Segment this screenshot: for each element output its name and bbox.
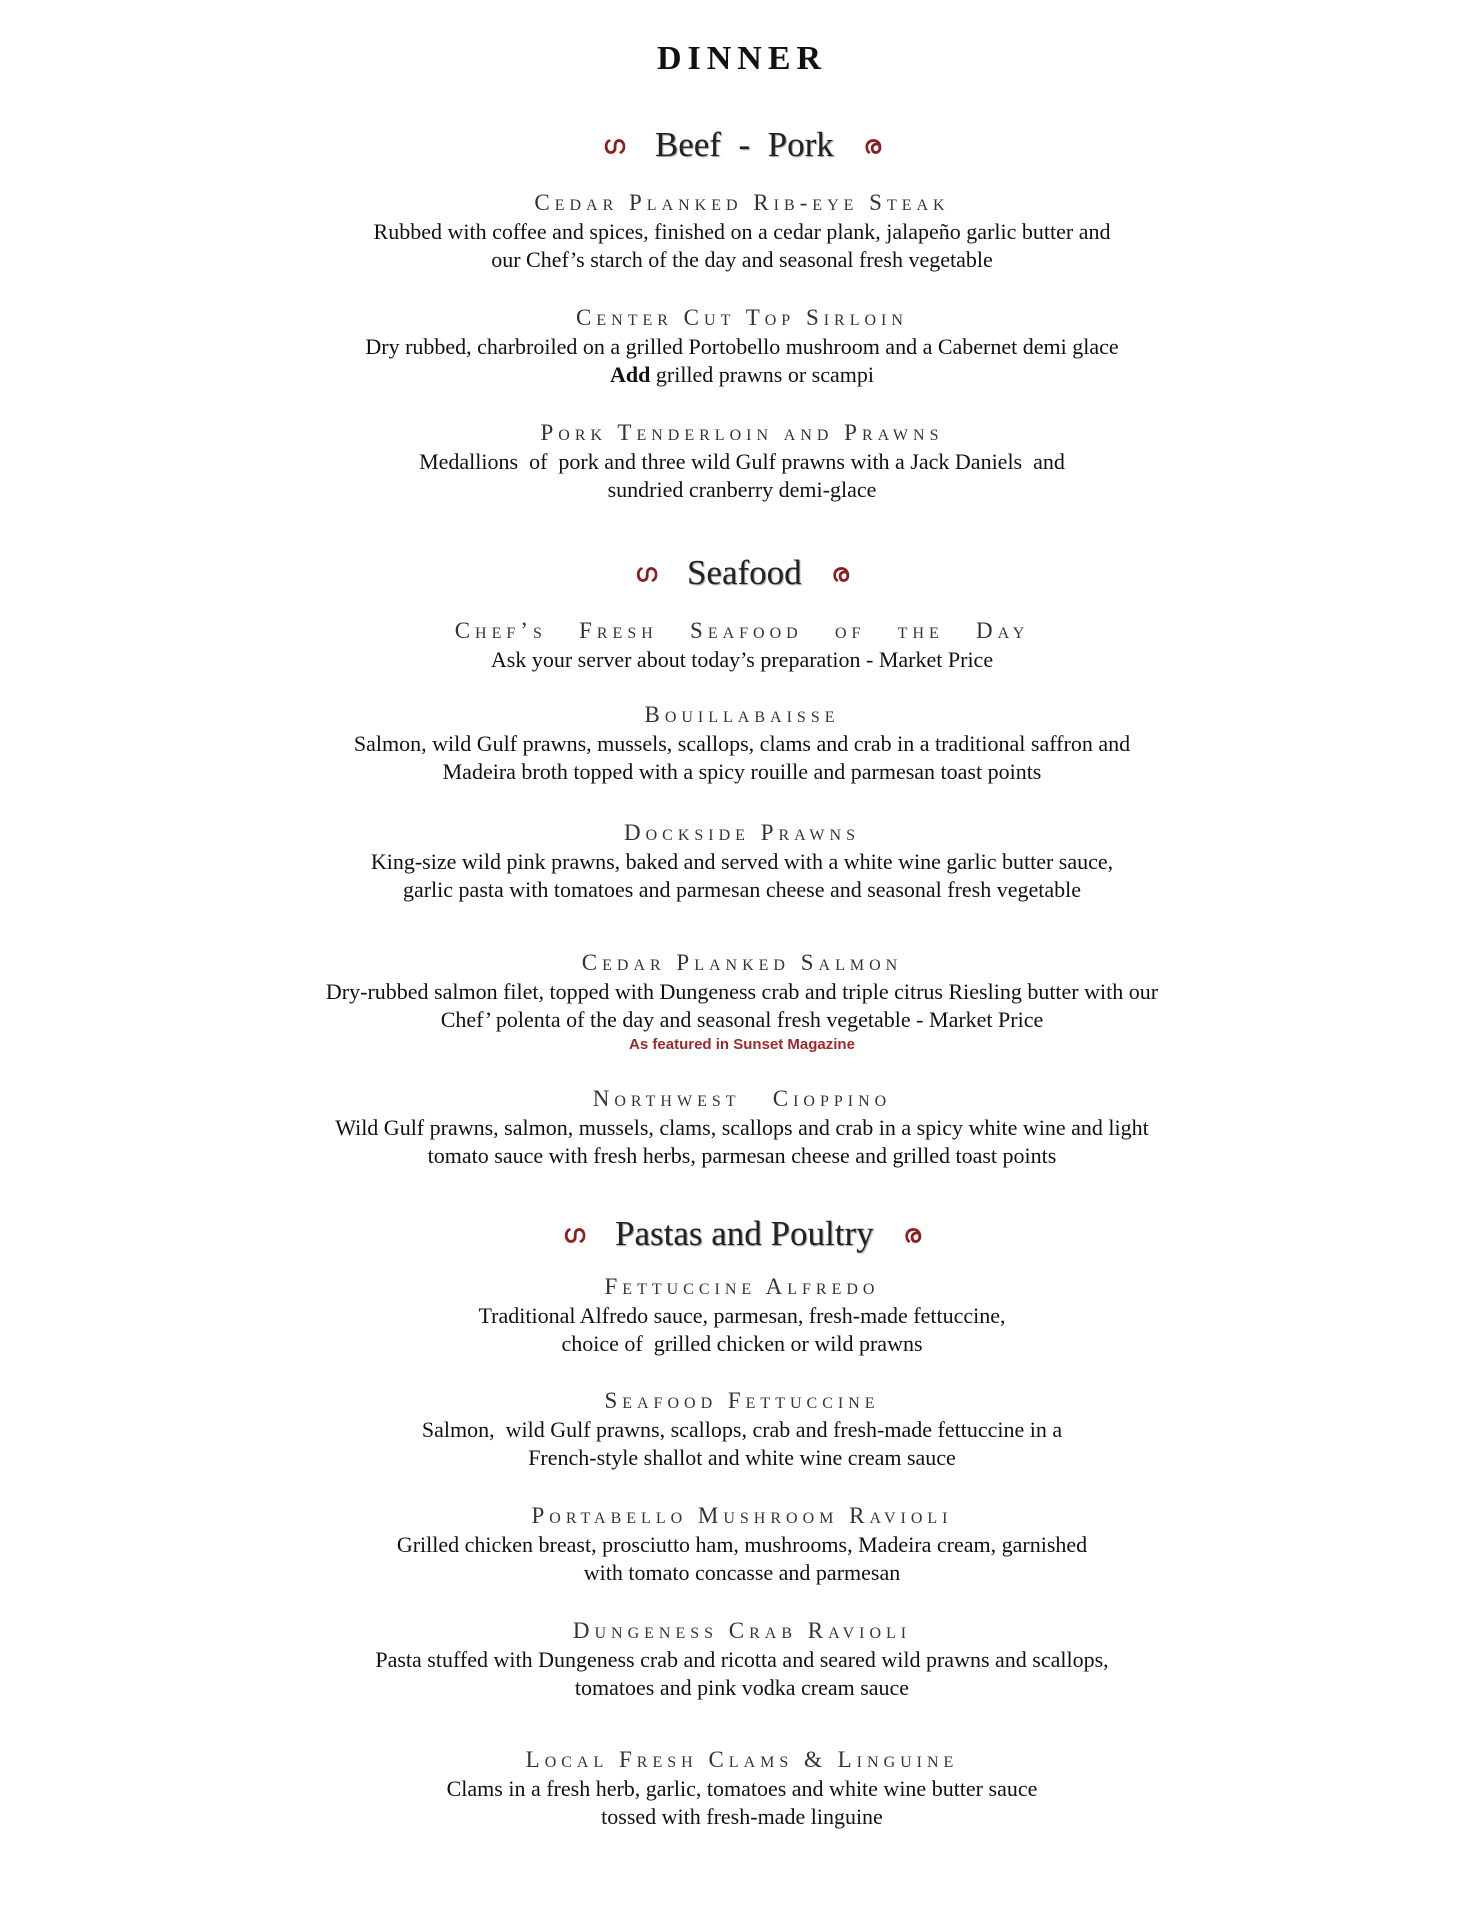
menu-item bbox=[0, 616, 1484, 674]
item-description-line: with tomato concasse and parmesan bbox=[583, 1560, 901, 1585]
menu-item bbox=[0, 1616, 1484, 1702]
right-scroll-ornament-icon: ര bbox=[863, 130, 881, 159]
item-name: Chef’s Fresh Seafood of the Day bbox=[454, 618, 1030, 643]
left-scroll-ornament-icon: ഗ bbox=[563, 1219, 586, 1248]
item-description-line: Chef’ polenta of the day and seasonal fresh vegetable - Market Price bbox=[440, 1007, 1044, 1032]
item-name: Dungeness Crab Ravioli bbox=[572, 1618, 912, 1643]
add-text: grilled prawns or scampi bbox=[650, 362, 874, 387]
item-description-line: Rubbed with coffee and spices, finished on a cedar plank, jalapeño garlic butter and bbox=[373, 219, 1111, 244]
item-description-line: tossed with fresh-made linguine bbox=[601, 1804, 883, 1829]
item-description-line: Clams in a fresh herb, garlic, tomatoes and white wine butter sauce bbox=[446, 1776, 1038, 1801]
item-name: Local Fresh Clams & Linguine bbox=[525, 1747, 959, 1772]
item-description-line: tomatoes and pink vodka cream sauce bbox=[574, 1675, 910, 1700]
menu-item bbox=[0, 418, 1484, 504]
item-description-line: French-style shallot and white wine cream sauce bbox=[528, 1445, 956, 1470]
menu-item bbox=[0, 700, 1484, 786]
item-description-line: Grilled chicken breast, prosciutto ham, mushrooms, Madeira cream, garnished bbox=[396, 1532, 1088, 1557]
menu-item bbox=[0, 1386, 1484, 1472]
item-name: Bouillabaisse bbox=[644, 702, 840, 727]
section-heading-seafood bbox=[0, 550, 1484, 593]
menu-item bbox=[0, 303, 1484, 389]
item-description-line: Salmon, wild Gulf prawns, scallops, crab and fresh-made fettuccine in a bbox=[421, 1417, 1063, 1442]
item-name: Seafood Fettuccine bbox=[604, 1388, 880, 1413]
item-name: Cedar Planked Rib-eye Steak bbox=[534, 190, 950, 215]
item-description-line: our Chef’s starch of the day and seasonal fresh vegetable bbox=[491, 247, 993, 272]
item-name: Dockside Prawns bbox=[624, 820, 860, 845]
left-scroll-ornament-icon: ഗ bbox=[635, 558, 657, 587]
featured-note: As featured in Sunset Magazine bbox=[629, 1036, 855, 1053]
item-description-line: Pasta stuffed with Dungeness crab and ricotta and seared wild prawns and scallops, bbox=[375, 1647, 1109, 1672]
section-label: Seafood bbox=[686, 552, 802, 592]
menu-item bbox=[0, 1084, 1484, 1170]
item-description-line: Traditional Alfredo sauce, parmesan, fresh-made fettuccine, bbox=[478, 1303, 1006, 1328]
menu-item bbox=[0, 1272, 1484, 1358]
item-description-line: tomato sauce with fresh herbs, parmesan cheese and grilled toast points bbox=[427, 1143, 1057, 1168]
item-description-line: Ask your server about today’s preparation - Market Price bbox=[490, 647, 994, 672]
right-scroll-ornament-icon: ര bbox=[903, 1219, 921, 1248]
section-heading-pastas-poultry bbox=[0, 1211, 1484, 1254]
add-label: Add bbox=[610, 362, 651, 387]
item-description-line: Medallions of pork and three wild Gulf prawns with a Jack Daniels and bbox=[419, 449, 1065, 474]
section-label: Pastas and Poultry bbox=[615, 1213, 874, 1253]
item-name: Portabello Mushroom Ravioli bbox=[531, 1503, 953, 1528]
section-label: Beef - Pork bbox=[654, 124, 834, 164]
item-name: Northwest Cioppino bbox=[592, 1086, 892, 1111]
item-description-line: Wild Gulf prawns, salmon, mussels, clams, scallops and crab in a spicy white wine and light bbox=[335, 1115, 1149, 1140]
item-name: Fettuccine Alfredo bbox=[604, 1274, 880, 1299]
menu-item bbox=[0, 188, 1484, 274]
item-description-line: Madeira broth topped with a spicy rouille and parmesan toast points bbox=[442, 759, 1042, 784]
menu-item bbox=[0, 1501, 1484, 1587]
section-heading-beef-pork bbox=[0, 122, 1484, 165]
item-description-line: Dry-rubbed salmon filet, topped with Dungeness crab and triple citrus Riesling butter with our bbox=[325, 979, 1159, 1004]
menu-item bbox=[0, 818, 1484, 904]
left-scroll-ornament-icon: ഗ bbox=[603, 130, 625, 159]
menu-item bbox=[0, 1745, 1484, 1831]
item-description-line bbox=[0, 361, 1484, 389]
item-description-line: Salmon, wild Gulf prawns, mussels, scallops, clams and crab in a traditional saffron and bbox=[353, 731, 1131, 756]
item-description-line: garlic pasta with tomatoes and parmesan cheese and seasonal fresh vegetable bbox=[402, 877, 1082, 902]
item-name: Cedar Planked Salmon bbox=[581, 950, 903, 975]
page-title: DINNER bbox=[656, 40, 828, 77]
right-scroll-ornament-icon: ര bbox=[831, 558, 849, 587]
item-description-line: King-size wild pink prawns, baked and served with a white wine garlic butter sauce, bbox=[370, 849, 1114, 874]
item-description-line: Dry rubbed, charbroiled on a grilled Portobello mushroom and a Cabernet demi glace bbox=[365, 334, 1119, 359]
item-description-line: sundried cranberry demi-glace bbox=[607, 477, 877, 502]
item-name: Pork Tenderloin and Prawns bbox=[540, 420, 944, 445]
item-description-line: choice of grilled chicken or wild prawns bbox=[561, 1331, 923, 1356]
item-name: Center Cut Top Sirloin bbox=[576, 305, 908, 330]
menu-item bbox=[0, 948, 1484, 1056]
